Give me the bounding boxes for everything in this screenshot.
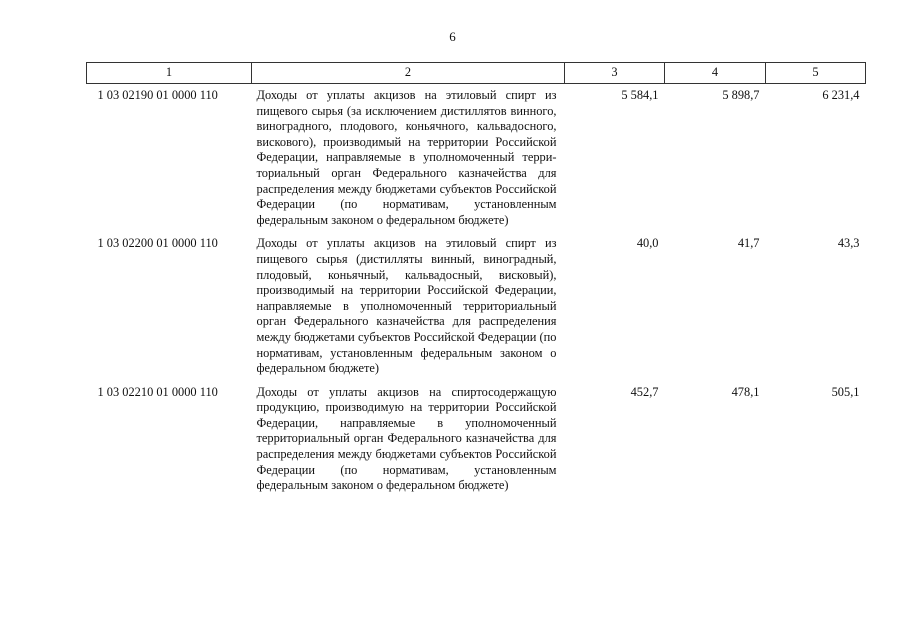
- budget-code: 1 03 02190 01 0000 110: [97, 88, 218, 102]
- header-col-1: 1: [87, 63, 252, 84]
- budget-code: 1 03 02200 01 0000 110: [97, 236, 218, 251]
- table-body: [87, 84, 866, 498]
- amount-col-3: 5 584,1: [621, 88, 659, 102]
- amount-col-5: 6 231,4: [822, 88, 860, 102]
- header-col-4: 4: [665, 63, 766, 84]
- revenue-table: [86, 62, 866, 498]
- header-col-3: 3: [565, 63, 665, 84]
- revenue-description: Доходы от уплаты акцизов на этиловый спирт из пищевого сырья (дистилляты винный, виноградный, плодовый, коньячный, кальвадосный, висковый), производимый на территории Российской Федерации, направляемые в уполномоченный территориальный орган Федерального казначейства для распределения между бюджетами субъектов Российской Федерации (по нормативам, установленным федеральным законом о федеральном бюджете): [256, 236, 557, 376]
- header-col-5: 5: [766, 63, 866, 84]
- table-header: [87, 63, 866, 84]
- table-row: [87, 84, 866, 233]
- amount-col-4: 478,1: [731, 384, 760, 399]
- amount-col-5: 505,1: [831, 384, 860, 399]
- revenue-description: Доходы от уплаты акцизов на этиловый спирт из пищевого сырья (за исключением дистиллятов винного, виноградного, плодового, коньячного, кальвадосного, вискового), производимый на территории Российской Федерации, направляемые в уполномоченный территориальный орган Федерального казначейства для распределения между бюджетами субъектов Российской Федерации (по нормативам, установленным федеральным законом о федеральном бюджете): [256, 88, 557, 227]
- amount-col-4: 5 898,7: [722, 88, 760, 102]
- amount-col-3: 452,7: [630, 384, 659, 399]
- header-row: [87, 63, 866, 84]
- page-number: 6: [449, 29, 456, 44]
- revenue-description: Доходы от уплаты акцизов на спиртосодержащую продукцию, производимую на территории Российской Федерации, направляемые в уполномоченный территориальный орган Федерального казначейства для распределения между бюджетами субъектов Российской Федерации (по нормативам, установленным федеральным законом о федеральном бюджете): [256, 384, 557, 493]
- table-row: [87, 232, 866, 380]
- table-row: [87, 381, 866, 498]
- header-col-2: 2: [252, 63, 565, 84]
- amount-col-3: 40,0: [636, 236, 659, 251]
- amount-col-5: 43,3: [837, 236, 860, 251]
- amount-col-4: 41,7: [737, 236, 760, 251]
- budget-code: 1 03 02210 01 0000 110: [97, 384, 218, 399]
